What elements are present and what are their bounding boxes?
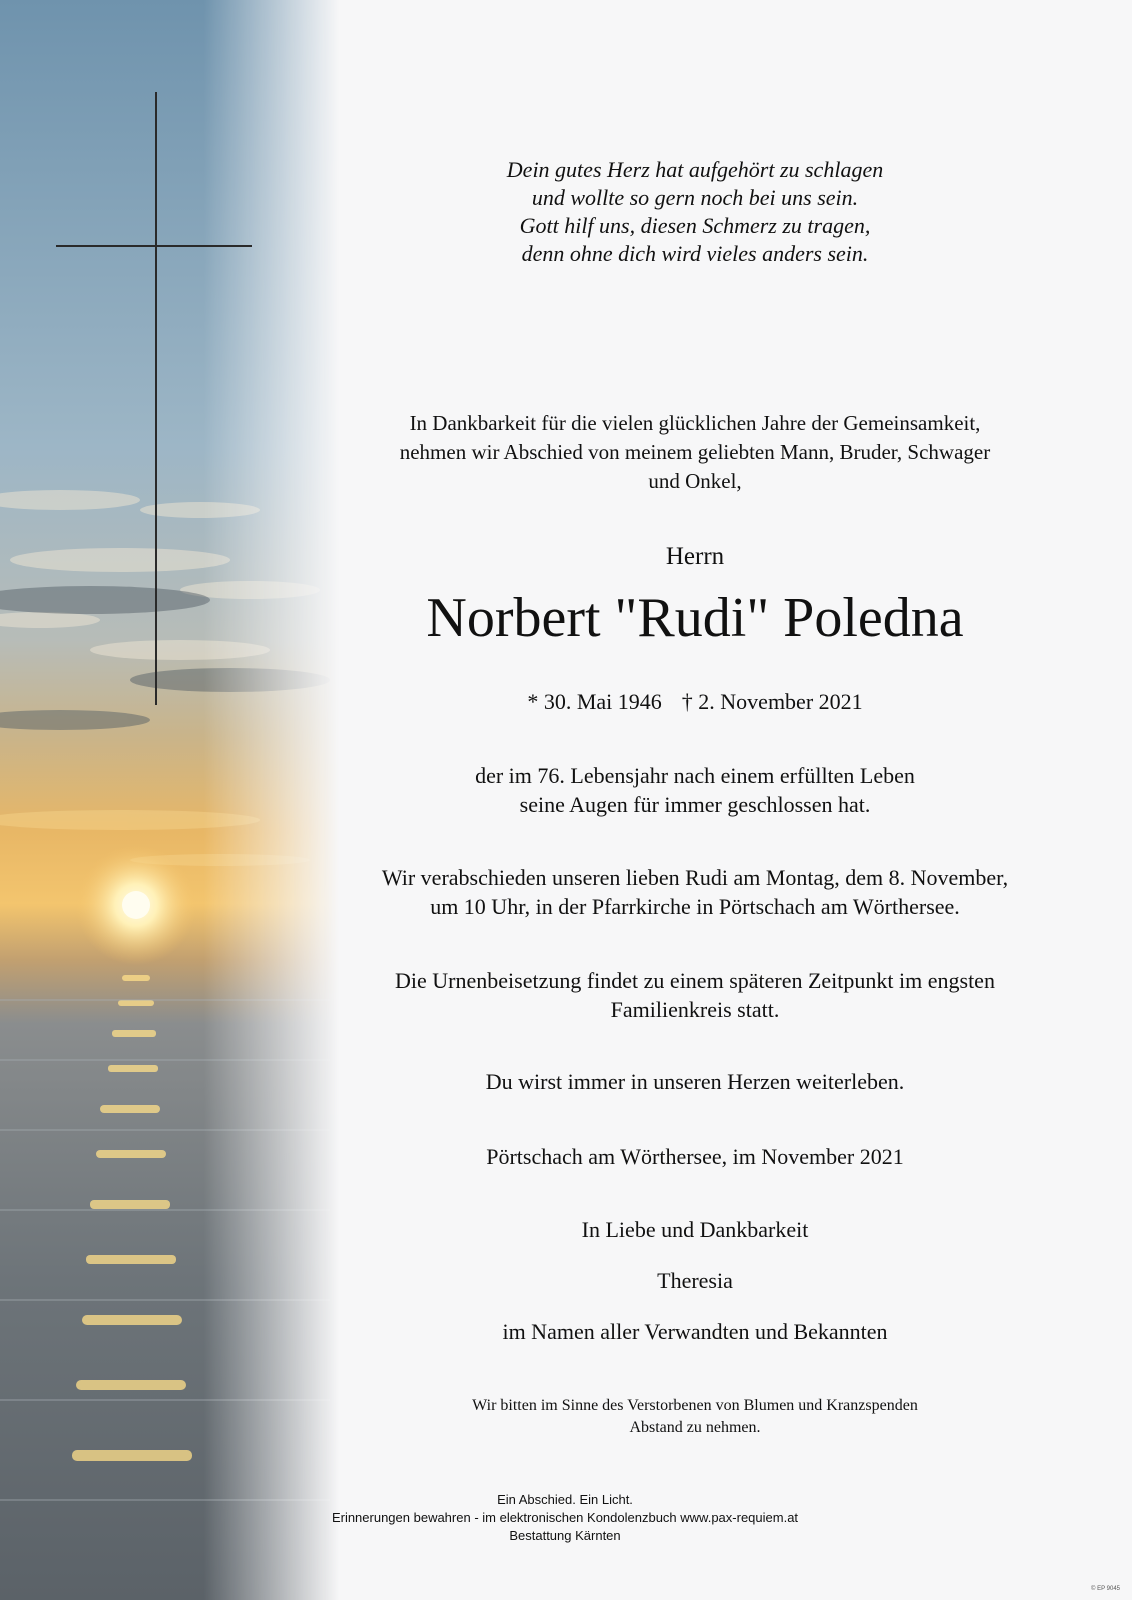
- poem-line: denn ohne dich wird vieles anders sein.: [521, 241, 869, 266]
- life-line: der im 76. Lebensjahr nach einem erfüllten Leben: [475, 763, 915, 788]
- closing-line: In Liebe und Dankbarkeit: [581, 1217, 809, 1242]
- urn-paragraph: [330, 966, 1060, 1024]
- request-line: Abstand zu nehmen.: [629, 1419, 761, 1436]
- farewell-paragraph: [330, 863, 1060, 921]
- salutation: Herrn: [665, 543, 725, 570]
- footer-condolence-link: Erinnerungen bewahren - im elektronischen Kondolenzbuch www.pax-requiem.at: [331, 1510, 799, 1525]
- birth-date: * 30. Mai 1946: [527, 689, 662, 714]
- intro-line: In Dankbarkeit für die vielen glücklichen Jahre der Gemeinsamkeit,: [409, 411, 981, 435]
- poem-line: Gott hilf uns, diesen Schmerz zu tragen,: [519, 213, 871, 238]
- death-date: † 2. November 2021: [681, 689, 863, 714]
- signer-name: Theresia: [657, 1268, 733, 1293]
- intro-line: und Onkel,: [648, 469, 742, 493]
- deceased-name: Norbert "Rudi" Poledna: [426, 587, 964, 649]
- life-line: seine Augen für immer geschlossen hat.: [519, 792, 871, 817]
- farewell-line: um 10 Uhr, in der Pfarrkirche in Pörtschach am Wörthersee.: [430, 894, 960, 919]
- footer-slogan: Ein Abschied. Ein Licht.: [497, 1492, 633, 1507]
- farewell-line: Wir verabschieden unseren lieben Rudi am Montag, dem 8. November,: [381, 865, 1009, 890]
- urn-line: Die Urnenbeisetzung findet zu einem späteren Zeitpunkt im engsten: [395, 968, 995, 993]
- remembrance-line: Du wirst immer in unseren Herzen weiterleben.: [485, 1069, 905, 1094]
- footer: [300, 1491, 830, 1545]
- poem-line: und wollte so gern noch bei uns sein.: [531, 185, 859, 210]
- place-date-line: Pörtschach am Wörthersee, im November 2021: [486, 1144, 904, 1169]
- memorial-poem: [330, 156, 1060, 268]
- flower-request: [330, 1395, 1060, 1439]
- cross-vertical-beam: [155, 92, 157, 705]
- cross-horizontal-beam: [56, 245, 252, 247]
- poem-line: Dein gutes Herz hat aufgehört zu schlagen: [506, 157, 884, 182]
- intro-paragraph: [330, 409, 1060, 496]
- request-line: Wir bitten im Sinne des Verstorbenen von Blumen und Kranzspenden: [472, 1397, 918, 1414]
- footer-undertaker: Bestattung Kärnten: [509, 1528, 621, 1543]
- life-dates: [330, 687, 1060, 717]
- template-code: © EP 9045: [1091, 1586, 1120, 1592]
- intro-line: nehmen wir Abschied von meinem geliebten Mann, Bruder, Schwager: [399, 440, 991, 464]
- urn-line: Familienkreis statt.: [610, 997, 780, 1022]
- on-behalf-line: im Namen aller Verwandten und Bekannten: [502, 1319, 888, 1344]
- life-paragraph: [330, 761, 1060, 819]
